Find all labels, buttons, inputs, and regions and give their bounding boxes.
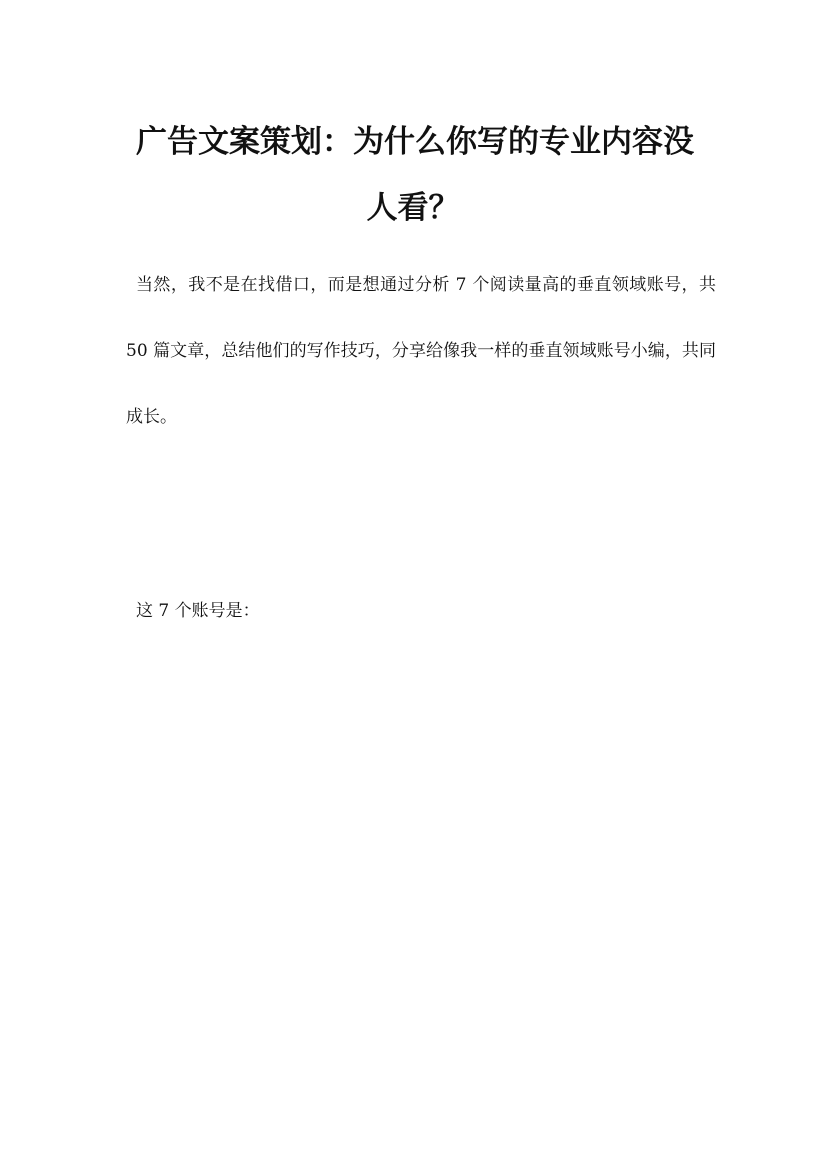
body-paragraph-accounts-heading: 这 7 个账号是：	[136, 601, 260, 621]
document-title-line-2: 人看？	[366, 190, 460, 226]
body-paragraph-intro: 当然，我不是在找借口，而是想通过分析 7 个阅读量高的垂直领域账号，共 50 篇文章，总结他们的写作技巧，分享给像我一样的垂直领域账号小编，共同成长。	[126, 275, 716, 427]
document-title-line-1: 广告文案策划：为什么你写的专业内容没	[136, 124, 694, 160]
